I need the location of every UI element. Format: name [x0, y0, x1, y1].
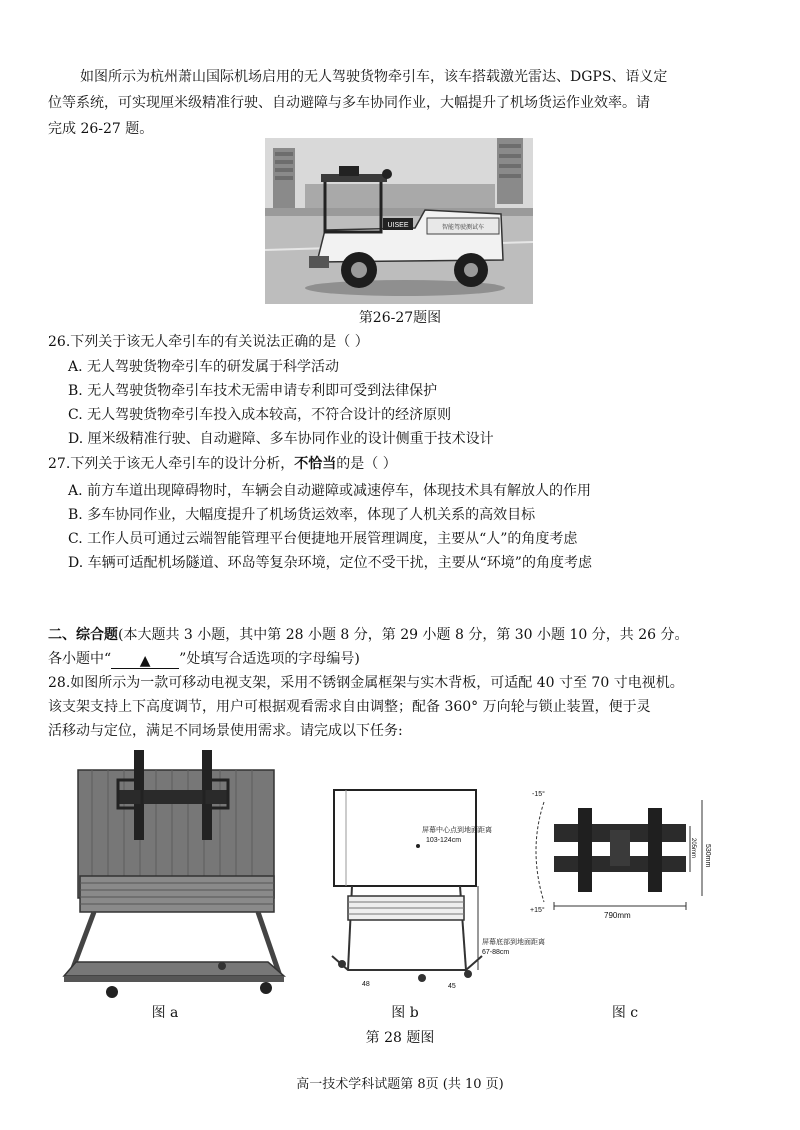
section2-header: [48, 626, 688, 644]
c-height-inner: 205mm: [690, 838, 696, 859]
q28-line-3: 活移动与定位，满足不同场景使用需求。请完成以下任务:: [48, 723, 403, 739]
q27-option-b: B. 多车协同作业，大幅度提升了机场货运效率，体现了人机关系的高效目标: [68, 507, 536, 523]
c-angle-top: -15°: [532, 791, 545, 798]
b-dim-45: 45: [448, 983, 456, 990]
section2-title: 二、综合题: [48, 627, 118, 643]
q27-option-c: C. 工作人员可通过云端智能管理平台便捷地开展管理调度，主要从“人”的角度考虑: [68, 531, 578, 547]
intro-line-1: 如图所示为杭州萧山国际机场启用的无人驾驶货物牵引车，该车搭载激光雷达、DGPS、语义定: [80, 69, 668, 85]
figure-c-label: 图 c: [611, 1005, 639, 1021]
figure-a-label: 图 a: [151, 1005, 179, 1021]
b-dim-48: 48: [362, 981, 370, 988]
figure-b-label: 图 b: [391, 1005, 419, 1021]
q26-option-c: C. 无人驾驶货物牵引车投入成本较高，不符合设计的经济原则: [68, 407, 452, 423]
figure-26-27-caption: 第26-27题图: [358, 310, 442, 326]
b-screen-bottom-value: 67-88cm: [482, 949, 510, 956]
vehicle-badge: UISEE: [387, 222, 409, 229]
q28-line-2: 该支架支持上下高度调节，用户可根据观看需求自由调整；配备 360° 万向轮与锁止装置，便于灵: [48, 699, 651, 715]
q26-option-d: D. 厘米级精准行驶、自动避障、多车协同作业的设计侧重于技术设计: [68, 431, 494, 447]
q27-option-d: D. 车辆可适配机场隧道、环岛等复杂环境，定位不受干扰，主要从“环境”的角度考虑: [68, 555, 592, 571]
c-angle-bottom: +15°: [530, 907, 545, 914]
section2-instruction: [48, 650, 360, 669]
q27-option-a: A. 前方车道出现障碍物时，车辆会自动避障或减速停车，体现技术具有解放人的作用: [68, 483, 592, 499]
section2-desc: (本大题共 3 小题，其中第 28 小题 8 分，第 29 小题 8 分，第 30 小题 10 分，共 26 分。: [118, 627, 689, 643]
answer-blank-marker: ▲: [111, 652, 179, 669]
page-footer: 高一技术学科试题第 8页 (共 10 页): [296, 1077, 504, 1092]
q27-stem-pre: 27.下列关于该无人牵引车的设计分析，: [48, 456, 295, 472]
tug-vehicle-photo: [265, 138, 533, 304]
figure-c-bracket-drawing: [518, 786, 718, 926]
section2-instruction-post: ”处填写合适选项的字母编号): [179, 651, 360, 667]
q26-stem: 26.下列关于该无人牵引车的有关说法正确的是（ ）: [48, 334, 369, 350]
figure-a-tv-stand: [62, 750, 290, 1002]
b-screen-center-value: 103-124cm: [426, 837, 462, 844]
vehicle-side-text: 智能驾驶测试车: [441, 225, 485, 231]
q27-stem: [48, 455, 397, 473]
q26-option-b: B. 无人驾驶货物牵引车技术无需申请专利即可受到法律保护: [68, 383, 438, 399]
intro-line-2: 位等系统，可实现厘米级精准行驶、自动避障与多车协同作业，大幅提升了机场货运作业效率。请: [48, 95, 650, 111]
c-width: 790mm: [604, 911, 631, 920]
b-screen-bottom-label: 屏幕底部到地面距离: [482, 939, 545, 946]
b-screen-center-label: 屏幕中心点到地面距离: [422, 827, 492, 834]
q28-line-1: 28.如图所示为一款可移动电视支架，采用不锈钢金属框架与实木背板，可适配 40 寸至 70 寸电视机。: [48, 675, 684, 691]
q27-stem-post: 的是（ ）: [336, 456, 397, 472]
q27-stem-emphasis: 不恰当: [294, 456, 337, 472]
c-height-outer: 530mm: [704, 844, 711, 868]
q26-option-a: A. 无人驾驶货物牵引车的研发属于科学活动: [68, 359, 340, 375]
section2-instruction-pre: 各小题中“: [48, 651, 112, 667]
intro-line-3: 完成 26-27 题。: [48, 121, 154, 137]
figure-28-caption: 第 28 题图: [365, 1030, 435, 1046]
